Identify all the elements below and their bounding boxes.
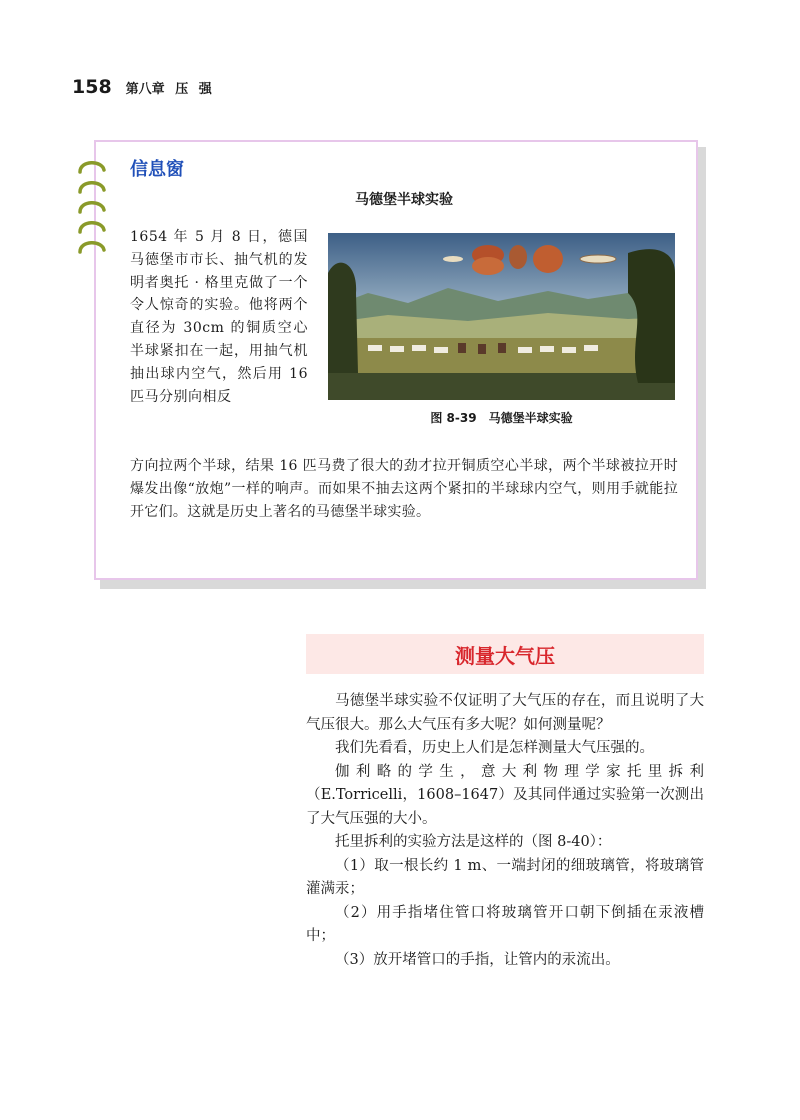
paragraph: 伽利略的学生，意大利物理学家托里拆利（E.Torricelli，1608–1647）及其同伴通过实验第一次测出了大气压强的大小。 bbox=[306, 763, 704, 827]
info-box-subtitle bbox=[0, 189, 800, 209]
page-number: 158 bbox=[72, 76, 112, 98]
section-body bbox=[306, 690, 704, 972]
chapter-title: 第八章 压 强 bbox=[125, 82, 212, 97]
paragraph: （1）取一根长约 1 m、一端封闭的细玻璃管，将玻璃管灌满汞； bbox=[306, 857, 704, 897]
paragraph: （3）放开堵管口的手指，让管内的汞流出。 bbox=[335, 951, 620, 968]
section-header bbox=[306, 634, 704, 674]
paragraph: 托里拆利的实验方法是这样的（图 8-40）： bbox=[335, 834, 612, 850]
info-box-subtitle-text: 马德堡半球实验 bbox=[355, 192, 453, 208]
magdeburg-hemispheres-illustration bbox=[328, 233, 675, 400]
figure-caption-text: 马德堡半球实验 bbox=[488, 411, 573, 425]
info-box-title: 信息窗 bbox=[130, 159, 184, 180]
figure-caption bbox=[328, 409, 675, 426]
section-title: 测量大气压 bbox=[455, 643, 555, 668]
info-text-wide: 方向拉两个半球，结果 16 匹马费了很大的劲才拉开铜质空心半球，两个半球被拉开时爆发出像“放炮”一样的响声。而如果不抽去这两个紧扣的半球球内空气，则用手就能拉开它们。这就是历史上著名的马德堡半球实验。 bbox=[130, 458, 678, 520]
paragraph: 我们先看看，历史上人们是怎样测量大气压强的。 bbox=[335, 740, 654, 756]
info-text-narrow: 1654 年 5 月 8 日，德国马德堡市市长、抽气机的发明者奥托 · 格里克做了一个令人惊奇的实验。他将两个直径为 30cm 的铜质空心半球紧扣在一起，用抽气机抽出球内空气，然后用 16 匹马分别向相反 bbox=[130, 229, 308, 405]
figure-number: 图 8-39 bbox=[430, 411, 477, 425]
page-header bbox=[72, 76, 212, 98]
paragraph: 马德堡半球实验不仅证明了大气压的存在，而且说明了大气压很大。那么大气压有多大呢？如何测量呢？ bbox=[306, 693, 704, 733]
paragraph: （2）用手指堵住管口将玻璃管开口朝下倒插在汞液槽中； bbox=[306, 904, 704, 944]
